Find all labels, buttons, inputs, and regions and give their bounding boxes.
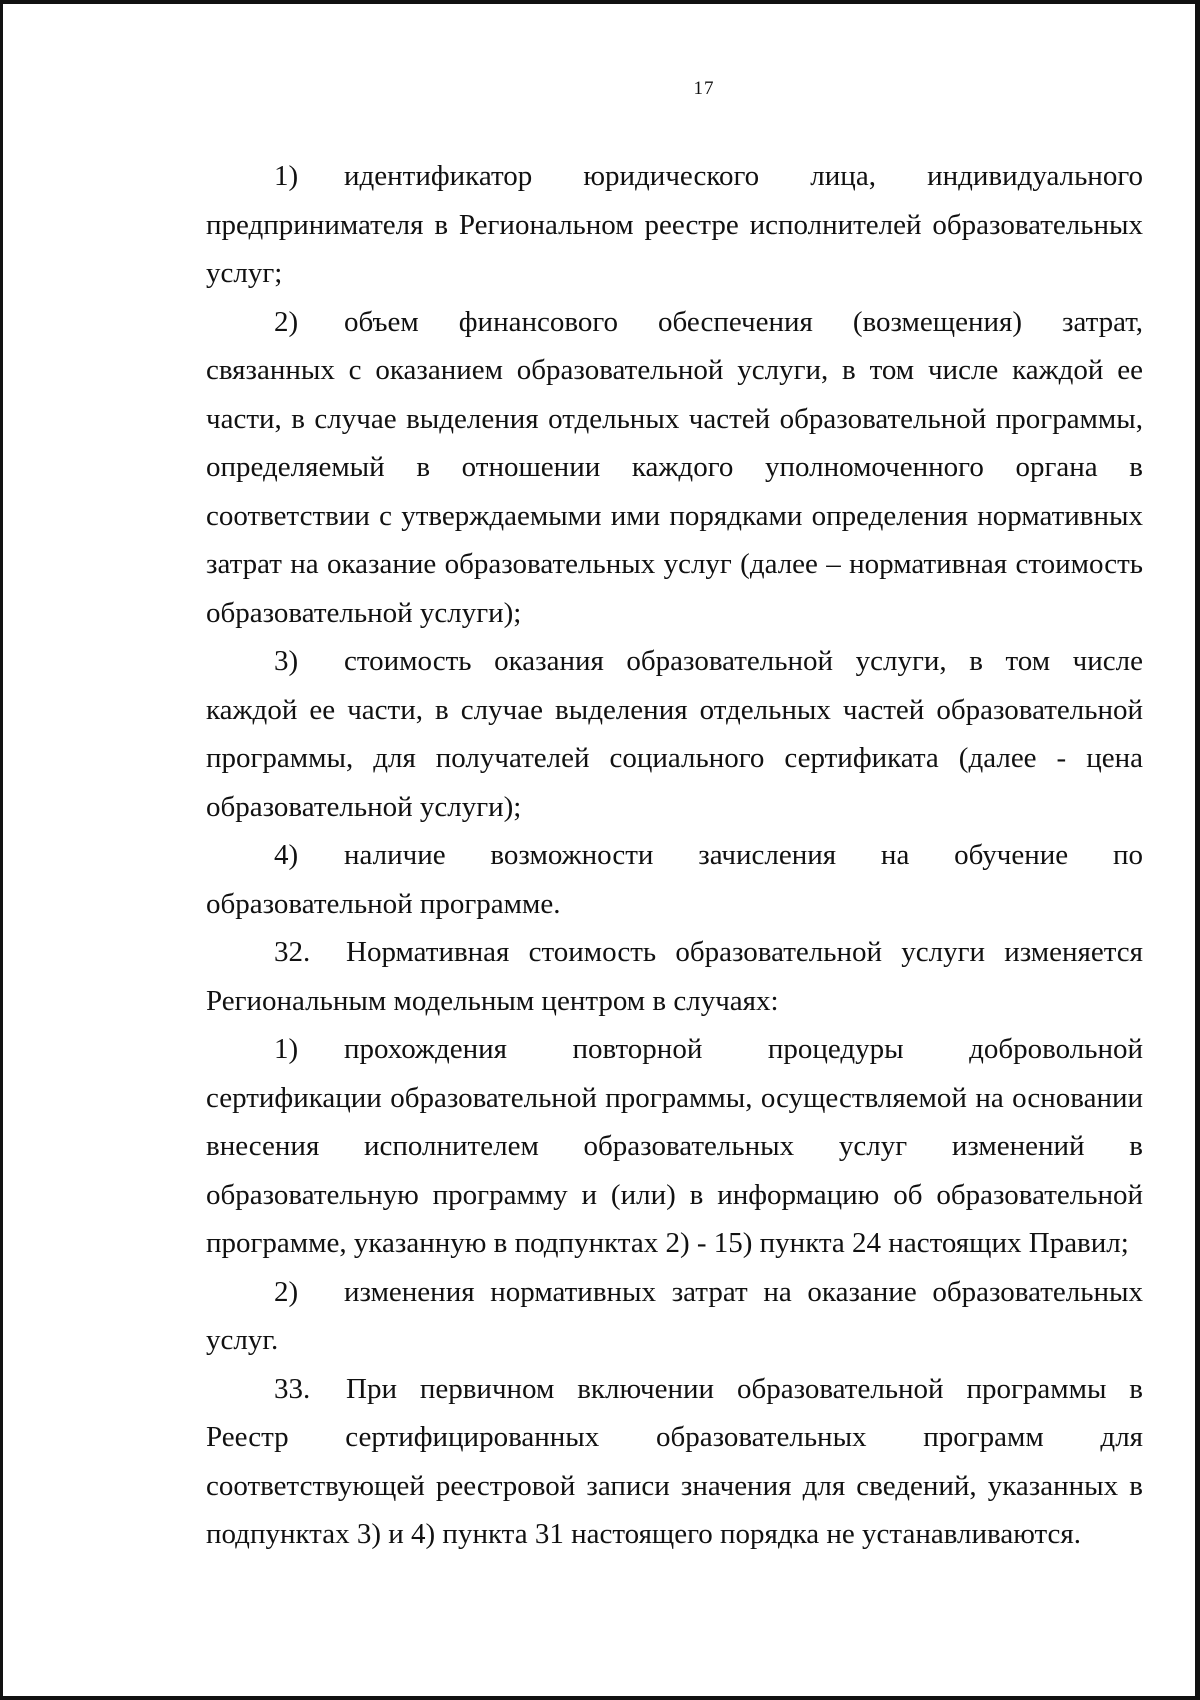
paragraph-31-2	[206, 298, 1143, 638]
paragraph-number: 1)	[274, 160, 299, 192]
paragraph-32-1	[206, 1025, 1143, 1268]
paragraph-31-1	[206, 152, 1143, 298]
paragraph-text: При первичном включении образовательной программы в Реестр сертифицированных образовательных программ для соответствующей реестровой записи значения для сведений, указанных в подпунктах 3) и 4) пункта 31 настоящего порядка не устанавливаются.	[206, 1372, 1143, 1550]
paragraph-number: 4)	[274, 839, 299, 871]
paragraph-text: наличие возможности зачисления на обучение по образовательной программе.	[206, 839, 1143, 920]
document-body	[206, 152, 1143, 1559]
paragraph-number: 33.	[274, 1372, 311, 1405]
paragraph-32	[206, 928, 1143, 1025]
paragraph-text: изменения нормативных затрат на оказание образовательных услуг.	[206, 1275, 1143, 1356]
paragraph-text: объем финансового обеспечения (возмещения) затрат, связанных с оказанием образовательной услуги, в том числе каждой ее части, в случае выделения отдельных частей образовательной программы, определяемый в отношении каждого уполномоченного органа в соответствии с утверждаемыми ими порядками определения нормативных затрат на оказание образовательных услуг (далее – нормативная стоимость образовательной услуги);	[206, 305, 1143, 629]
paragraph-number: 3)	[274, 645, 299, 677]
paragraph-text: Нормативная стоимость образовательной услуги изменяется Региональным модельным центром в случаях:	[206, 936, 1143, 1017]
paragraph-text: стоимость оказания образовательной услуги, в том числе каждой ее части, в случае выделения отдельных частей образовательной программы, для получателей социального сертификата (далее - цена образовательной услуги);	[206, 645, 1143, 823]
paragraph-32-2	[206, 1268, 1143, 1365]
paragraph-number: 2)	[274, 305, 299, 338]
page-number: 17	[693, 78, 715, 99]
paragraph-text: идентификатор юридического лица, индивидуального предпринимателя в Региональном реестре исполнителей образовательных услуг;	[206, 160, 1143, 289]
paragraph-number: 1)	[274, 1033, 299, 1065]
paragraph-33	[206, 1365, 1143, 1559]
paragraph-number: 32.	[274, 936, 311, 968]
paragraph-31-4	[206, 831, 1143, 928]
paragraph-text: прохождения повторной процедуры добровольной сертификации образовательной программы, осуществляемой на основании внесения исполнителем образовательных услуг изменений в образовательную программу и (или) в информацию об образовательной программе, указанную в подпунктах 2) - 15) пункта 24 настоящих Правил;	[206, 1033, 1143, 1259]
paragraph-number: 2)	[274, 1275, 299, 1308]
paragraph-31-3	[206, 637, 1143, 831]
